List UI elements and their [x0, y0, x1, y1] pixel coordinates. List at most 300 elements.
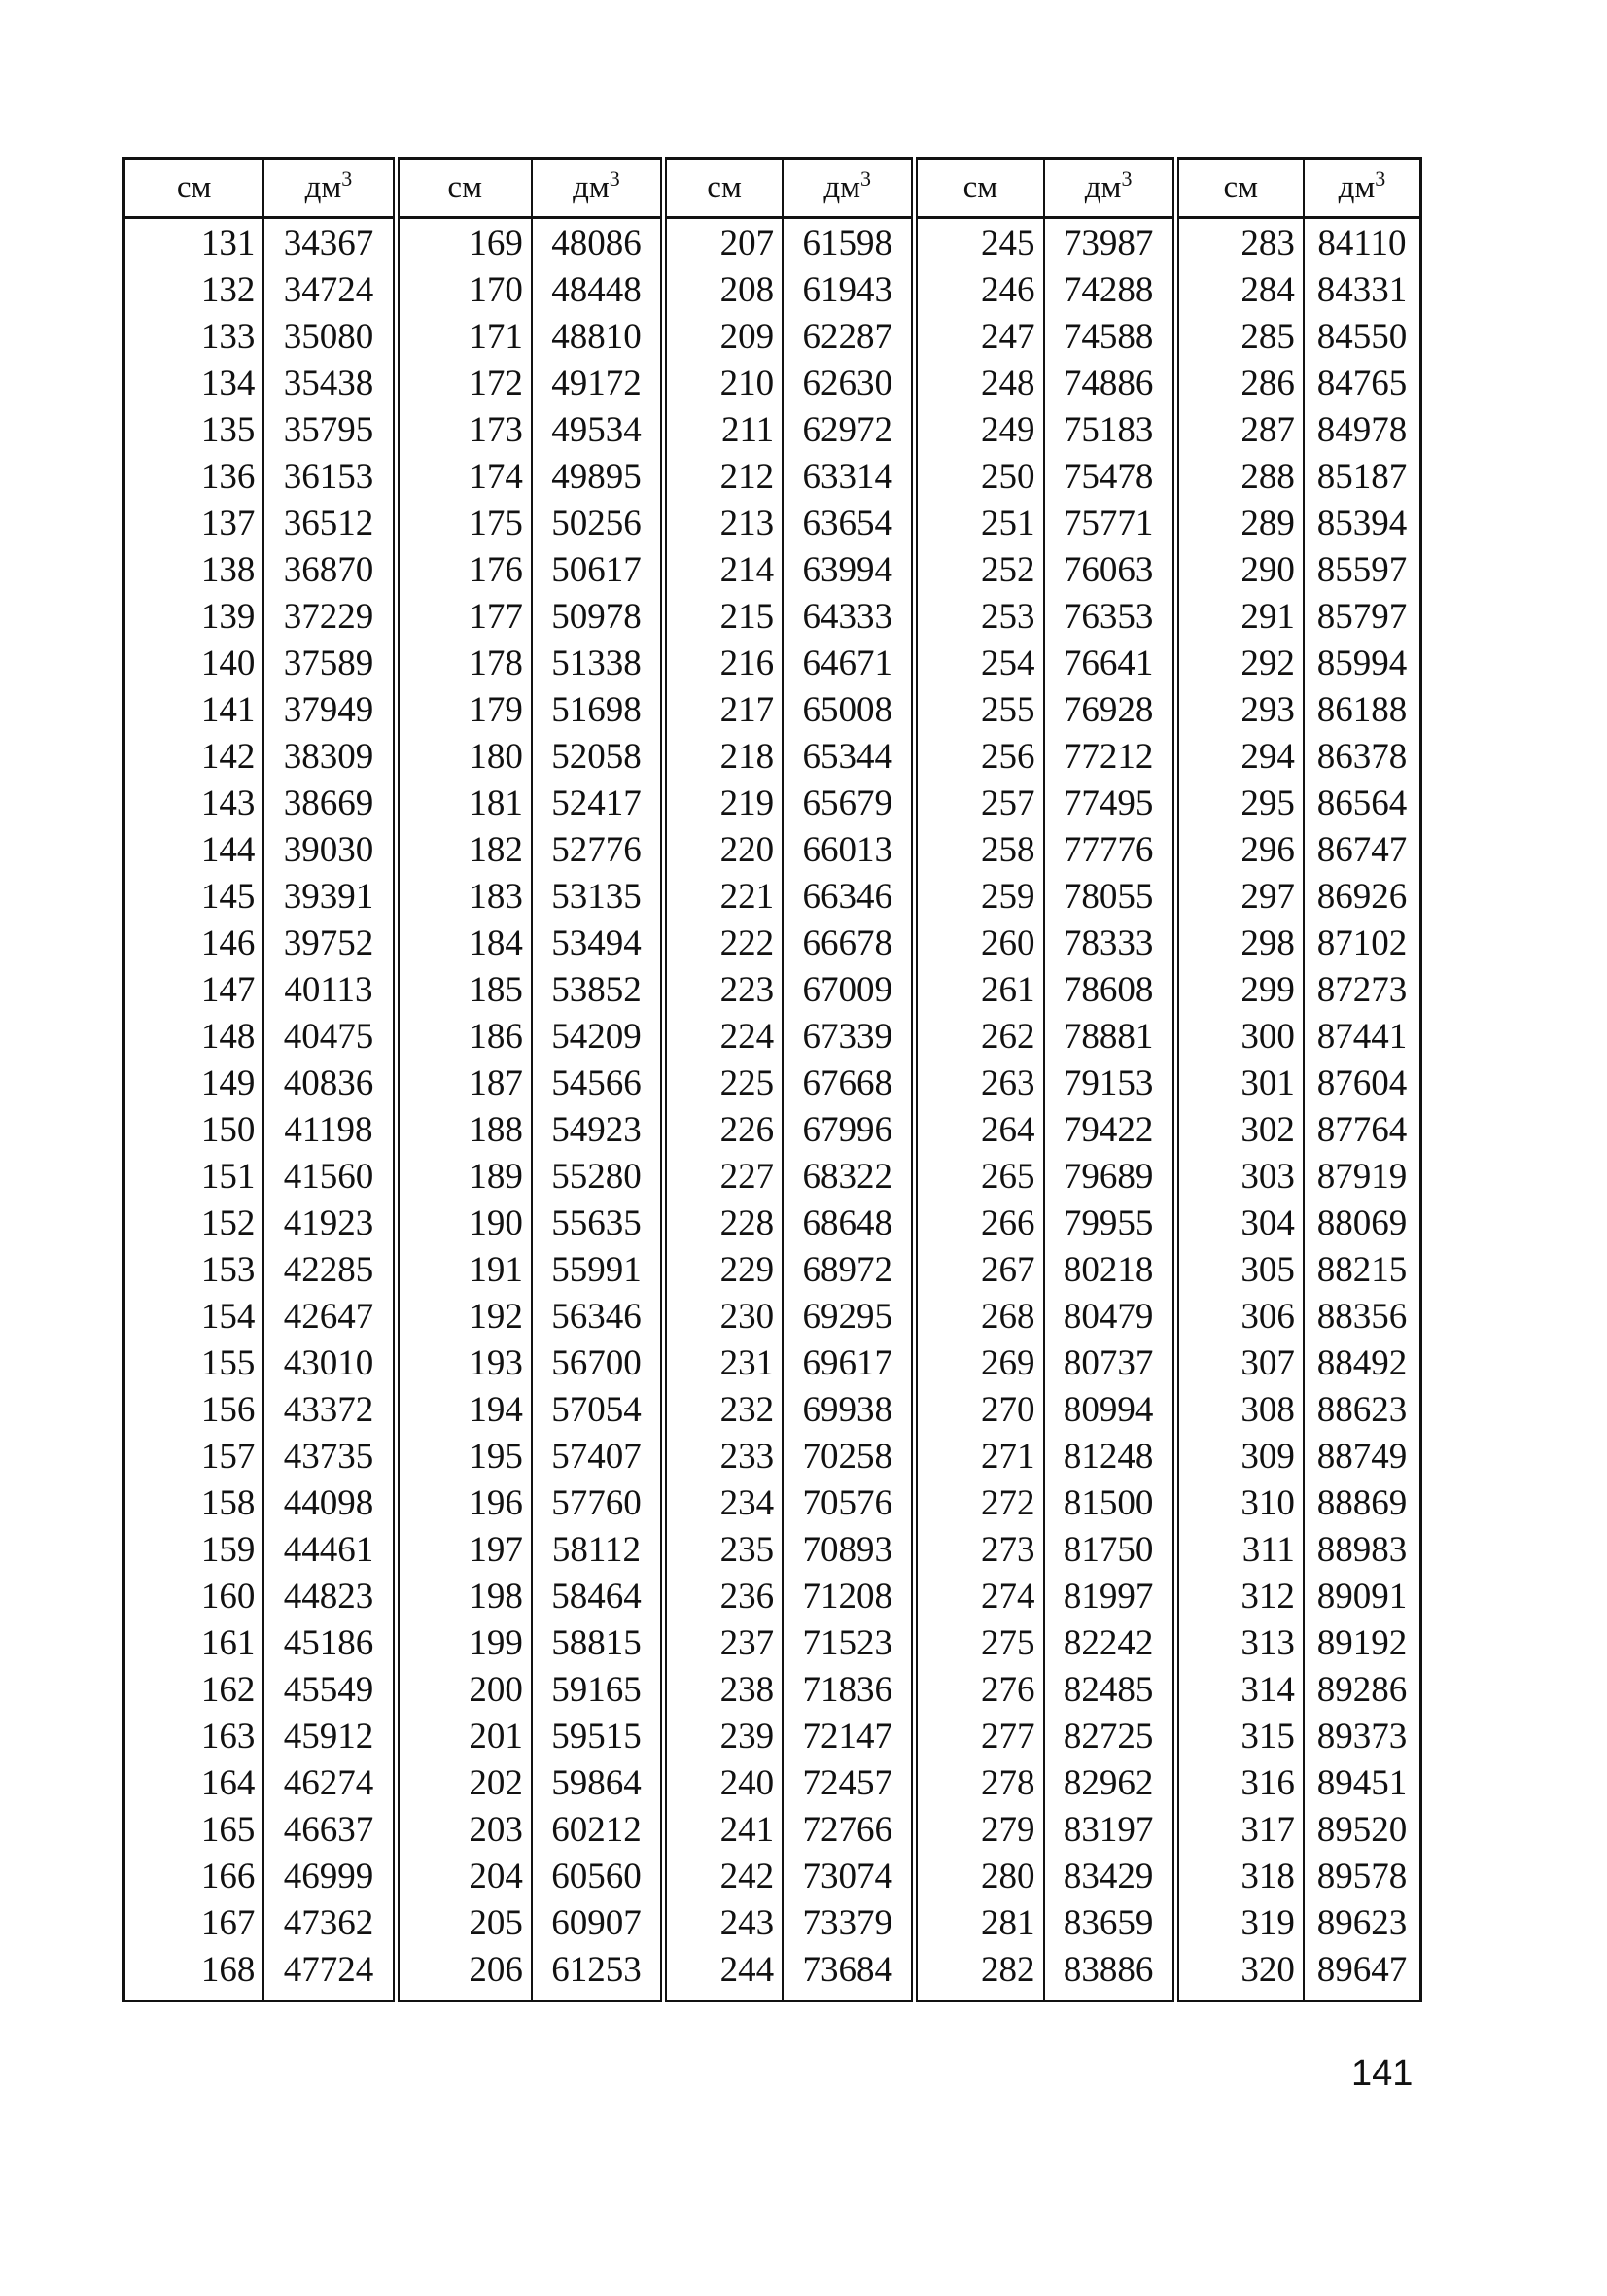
cell-dm3: 73379: [783, 1900, 915, 1947]
cell-dm3: 77776: [1044, 827, 1176, 874]
cell-cm: 219: [664, 781, 784, 827]
cell-cm: 304: [1175, 1200, 1304, 1247]
cell-cm: 244: [664, 1947, 784, 2001]
table-row: [124, 407, 1421, 454]
cell-dm3: 39752: [263, 921, 396, 967]
cell-cm: 189: [396, 1154, 532, 1200]
cell-cm: 154: [124, 1294, 264, 1340]
cell-dm3: 78608: [1044, 967, 1176, 1014]
cell-dm3: 76063: [1044, 547, 1176, 594]
table-row: [124, 267, 1421, 314]
cell-cm: 281: [915, 1900, 1044, 1947]
cell-dm3: 88215: [1316, 1250, 1408, 1290]
cell-cm: 204: [396, 1854, 532, 1900]
cell-dm3: 81997: [1044, 1574, 1176, 1620]
cell-dm3: 66346: [783, 874, 915, 921]
table-row: [124, 734, 1421, 781]
cell-cm: 297: [1175, 874, 1304, 921]
header-dm-superscript: 3: [1375, 166, 1386, 191]
header-dm-text: дм: [573, 170, 610, 205]
cell-dm3: 62972: [783, 407, 915, 454]
cell-dm3: 70258: [783, 1434, 915, 1480]
cell-dm3: 49172: [532, 361, 664, 407]
cell-cm: 293: [1175, 687, 1304, 734]
cell-cm: 235: [664, 1527, 784, 1574]
cell-dm3: 89373: [1316, 1717, 1408, 1757]
cell-dm3: 53852: [532, 967, 664, 1014]
cell-dm3: 82242: [1044, 1620, 1176, 1667]
cell-dm3: 74588: [1044, 314, 1176, 361]
cell-dm3: 83197: [1044, 1807, 1176, 1854]
cell-cm: 309: [1175, 1434, 1304, 1480]
cell-dm3: 84331: [1316, 270, 1408, 310]
cell-dm3: 36153: [263, 454, 396, 501]
cell-cm: 137: [124, 501, 264, 547]
cell-dm3: 88623: [1316, 1390, 1408, 1430]
cell-cm: 273: [915, 1527, 1044, 1574]
cell-dm3: 68322: [783, 1154, 915, 1200]
cell-dm3: 72766: [783, 1807, 915, 1854]
cell-cm: 285: [1175, 314, 1304, 361]
cell-dm3: 46274: [263, 1760, 396, 1807]
header-dm-superscript: 3: [1121, 166, 1133, 191]
table-row: [124, 967, 1421, 1014]
cell-cm: 250: [915, 454, 1044, 501]
cell-cm: 170: [396, 267, 532, 314]
cell-dm3: 46637: [263, 1807, 396, 1854]
cell-cm: 156: [124, 1387, 264, 1434]
cell-dm3: 87764: [1316, 1110, 1408, 1150]
cell-dm3: 40475: [263, 1014, 396, 1061]
table-row: [124, 1527, 1421, 1574]
cell-cm: 236: [664, 1574, 784, 1620]
cell-cm: 166: [124, 1854, 264, 1900]
cell-dm3: 67009: [783, 967, 915, 1014]
cell-dm3: 85187: [1316, 457, 1408, 497]
cell-dm3: 63314: [783, 454, 915, 501]
cell-cm: 149: [124, 1061, 264, 1107]
cell-dm3: 82725: [1044, 1714, 1176, 1760]
cell-dm3: 37589: [263, 641, 396, 687]
cell-dm3: 37229: [263, 594, 396, 641]
cell-cm: 248: [915, 361, 1044, 407]
cell-cm: 211: [664, 407, 784, 454]
cell-dm3: 89451: [1316, 1763, 1408, 1803]
cell-cm: 228: [664, 1200, 784, 1247]
cell-dm3: 67339: [783, 1014, 915, 1061]
cell-cm: 222: [664, 921, 784, 967]
cell-dm3: 44098: [263, 1480, 396, 1527]
cell-cm: 202: [396, 1760, 532, 1807]
cell-cm: 132: [124, 267, 264, 314]
page-number: 141: [1351, 2053, 1414, 2094]
cell-cm: 251: [915, 501, 1044, 547]
cell-cm: 223: [664, 967, 784, 1014]
cell-cm: 242: [664, 1854, 784, 1900]
cell-cm: 221: [664, 874, 784, 921]
cell-cm: 282: [915, 1947, 1044, 2001]
cell-dm3: 62630: [783, 361, 915, 407]
cell-dm3: 44823: [263, 1574, 396, 1620]
cell-dm3: 85797: [1316, 597, 1408, 637]
cell-dm3: 51338: [532, 641, 664, 687]
cell-cm: 135: [124, 407, 264, 454]
cell-dm3: 45186: [263, 1620, 396, 1667]
cell-cm: 247: [915, 314, 1044, 361]
cell-cm: 303: [1175, 1154, 1304, 1200]
cell-cm: 153: [124, 1247, 264, 1294]
table-body: [124, 218, 1421, 2001]
cell-dm3: 67668: [783, 1061, 915, 1107]
cell-dm3: 89286: [1316, 1670, 1408, 1710]
cell-dm3: 71836: [783, 1667, 915, 1714]
cell-dm3: 89578: [1316, 1857, 1408, 1896]
cell-dm3: 52058: [532, 734, 664, 781]
cell-dm3: 82485: [1044, 1667, 1176, 1714]
table-row: [124, 1620, 1421, 1667]
cell-cm: 312: [1175, 1574, 1304, 1620]
cell-dm3: 34367: [263, 218, 396, 268]
table-row: [124, 781, 1421, 827]
table-row: [124, 1807, 1421, 1854]
cell-dm3: 41923: [263, 1200, 396, 1247]
cell-cm: 319: [1175, 1900, 1304, 1947]
cell-dm3: 71208: [783, 1574, 915, 1620]
cell-dm3: 60907: [532, 1900, 664, 1947]
cell-cm: 157: [124, 1434, 264, 1480]
table-row: [124, 827, 1421, 874]
cell-cm: 277: [915, 1714, 1044, 1760]
cell-cm: 231: [664, 1340, 784, 1387]
cell-dm3: 59165: [532, 1667, 664, 1714]
cell-dm3: 57760: [532, 1480, 664, 1527]
cell-dm3: 86747: [1316, 830, 1408, 870]
cell-dm3: 65344: [783, 734, 915, 781]
cell-dm3: 50256: [532, 501, 664, 547]
cell-dm3: 81248: [1044, 1434, 1176, 1480]
cell-dm3: 45912: [263, 1714, 396, 1760]
cell-cm: 224: [664, 1014, 784, 1061]
cell-dm3: 76641: [1044, 641, 1176, 687]
cell-dm3: 83429: [1044, 1854, 1176, 1900]
cell-dm3: 83886: [1044, 1947, 1176, 2001]
cell-dm3: 86188: [1316, 690, 1408, 730]
cell-cm: 239: [664, 1714, 784, 1760]
cell-dm3: 82962: [1044, 1760, 1176, 1807]
cell-cm: 146: [124, 921, 264, 967]
cell-cm: 311: [1175, 1527, 1304, 1574]
cell-dm3: 86564: [1316, 783, 1408, 823]
cell-cm: 306: [1175, 1294, 1304, 1340]
cell-dm3: 69938: [783, 1387, 915, 1434]
cell-dm3: 79689: [1044, 1154, 1176, 1200]
cell-cm: 316: [1175, 1760, 1304, 1807]
cell-cm: 240: [664, 1760, 784, 1807]
cell-dm3: 63654: [783, 501, 915, 547]
cell-dm3: 58112: [532, 1527, 664, 1574]
cell-dm3: 85597: [1316, 550, 1408, 590]
table-row: [124, 1014, 1421, 1061]
cell-dm3: 60560: [532, 1854, 664, 1900]
cell-cm: 314: [1175, 1667, 1304, 1714]
cell-dm3: 79955: [1044, 1200, 1176, 1247]
cell-cm: 269: [915, 1340, 1044, 1387]
cell-dm3: 69617: [783, 1340, 915, 1387]
cell-cm: 134: [124, 361, 264, 407]
cell-cm: 276: [915, 1667, 1044, 1714]
cell-dm3: 47362: [263, 1900, 396, 1947]
cell-cm: 246: [915, 267, 1044, 314]
cell-cm: 275: [915, 1620, 1044, 1667]
cell-cm: 220: [664, 827, 784, 874]
cell-dm3: 81500: [1044, 1480, 1176, 1527]
table-row: [124, 1574, 1421, 1620]
cell-cm: 264: [915, 1107, 1044, 1154]
cell-dm3: 43372: [263, 1387, 396, 1434]
cell-dm3: 77495: [1044, 781, 1176, 827]
cell-dm3: 56700: [532, 1340, 664, 1387]
cell-cm: 191: [396, 1247, 532, 1294]
table-row: [124, 874, 1421, 921]
cell-cm: 258: [915, 827, 1044, 874]
cell-dm3: 38669: [263, 781, 396, 827]
cell-cm: 182: [396, 827, 532, 874]
cell-dm3: 39391: [263, 874, 396, 921]
cell-dm3: 85394: [1316, 504, 1408, 543]
cell-dm3: 41198: [263, 1107, 396, 1154]
cell-dm3: 36870: [263, 547, 396, 594]
cell-cm: 164: [124, 1760, 264, 1807]
cell-cm: 289: [1175, 501, 1304, 547]
cell-cm: 169: [396, 218, 532, 268]
cell-cm: 138: [124, 547, 264, 594]
cell-cm: 198: [396, 1574, 532, 1620]
cell-cm: 238: [664, 1667, 784, 1714]
cell-dm3: 39030: [263, 827, 396, 874]
cell-cm: 227: [664, 1154, 784, 1200]
cell-cm: 194: [396, 1387, 532, 1434]
cell-cm: 253: [915, 594, 1044, 641]
cell-dm3: 50978: [532, 594, 664, 641]
cell-cm: 305: [1175, 1247, 1304, 1294]
cell-dm3: 66013: [783, 827, 915, 874]
cell-dm3: 40836: [263, 1061, 396, 1107]
cell-cm: 265: [915, 1154, 1044, 1200]
cell-cm: 268: [915, 1294, 1044, 1340]
cell-cm: 225: [664, 1061, 784, 1107]
cell-cm: 280: [915, 1854, 1044, 1900]
cell-cm: 288: [1175, 454, 1304, 501]
cell-cm: 292: [1175, 641, 1304, 687]
header-dm3: [1304, 159, 1421, 218]
cell-cm: 286: [1175, 361, 1304, 407]
cell-cm: 263: [915, 1061, 1044, 1107]
cell-dm3: 65679: [783, 781, 915, 827]
cell-dm3: 43010: [263, 1340, 396, 1387]
cell-cm: 171: [396, 314, 532, 361]
table-row: [124, 1294, 1421, 1340]
cell-cm: 213: [664, 501, 784, 547]
cell-dm3: 84550: [1316, 317, 1408, 357]
cell-dm3: 36512: [263, 501, 396, 547]
table-row: [124, 1340, 1421, 1387]
header-dm-superscript: 3: [609, 166, 620, 191]
cell-dm3: 58815: [532, 1620, 664, 1667]
cell-dm3: 72457: [783, 1760, 915, 1807]
cell-dm3: 79422: [1044, 1107, 1176, 1154]
cell-dm3: 80218: [1044, 1247, 1176, 1294]
cell-dm3: 79153: [1044, 1061, 1176, 1107]
cell-cm: 274: [915, 1574, 1044, 1620]
cell-dm3: 54566: [532, 1061, 664, 1107]
cell-dm3: 62287: [783, 314, 915, 361]
cell-dm3: 51698: [532, 687, 664, 734]
cell-dm3: 74886: [1044, 361, 1176, 407]
cell-dm3: 74288: [1044, 267, 1176, 314]
cell-dm3: 75771: [1044, 501, 1176, 547]
cell-dm3: 87102: [1316, 923, 1408, 963]
cell-cm: 226: [664, 1107, 784, 1154]
cell-cm: 162: [124, 1667, 264, 1714]
cell-dm3: 87273: [1316, 970, 1408, 1010]
cell-dm3: 73987: [1044, 218, 1176, 268]
cell-cm: 262: [915, 1014, 1044, 1061]
cell-cm: 259: [915, 874, 1044, 921]
table-row: [124, 314, 1421, 361]
cell-dm3: 59515: [532, 1714, 664, 1760]
cell-dm3: 71523: [783, 1620, 915, 1667]
cell-dm3: 69295: [783, 1294, 915, 1340]
cell-dm3: 43735: [263, 1434, 396, 1480]
cell-cm: 203: [396, 1807, 532, 1854]
cell-cm: 178: [396, 641, 532, 687]
cell-cm: 208: [664, 267, 784, 314]
cell-dm3: 76928: [1044, 687, 1176, 734]
cell-cm: 291: [1175, 594, 1304, 641]
cell-dm3: 67996: [783, 1107, 915, 1154]
cell-dm3: 76353: [1044, 594, 1176, 641]
cell-cm: 195: [396, 1434, 532, 1480]
cell-cm: 133: [124, 314, 264, 361]
cell-cm: 193: [396, 1340, 532, 1387]
cell-dm3: 46999: [263, 1854, 396, 1900]
cell-cm: 206: [396, 1947, 532, 2001]
cell-dm3: 34724: [263, 267, 396, 314]
header-dm-text: дм: [1338, 170, 1376, 205]
cell-dm3: 58464: [532, 1574, 664, 1620]
cell-cm: 185: [396, 967, 532, 1014]
cell-dm3: 89623: [1316, 1903, 1408, 1943]
cell-cm: 315: [1175, 1714, 1304, 1760]
cell-cm: 241: [664, 1807, 784, 1854]
cell-cm: 190: [396, 1200, 532, 1247]
table-row: [124, 454, 1421, 501]
cell-cm: 197: [396, 1527, 532, 1574]
table-row: [124, 1900, 1421, 1947]
cell-cm: 183: [396, 874, 532, 921]
cell-dm3: 80994: [1044, 1387, 1176, 1434]
cell-cm: 188: [396, 1107, 532, 1154]
cell-cm: 267: [915, 1247, 1044, 1294]
table-row: [124, 1714, 1421, 1760]
cell-cm: 192: [396, 1294, 532, 1340]
cell-cm: 287: [1175, 407, 1304, 454]
cell-dm3: 64671: [783, 641, 915, 687]
cell-dm3: 41560: [263, 1154, 396, 1200]
cell-dm3: 70576: [783, 1480, 915, 1527]
table-row: [124, 547, 1421, 594]
cell-dm3: 78333: [1044, 921, 1176, 967]
cell-dm3: 61253: [532, 1947, 664, 2001]
table-row: [124, 687, 1421, 734]
cell-dm3: 70893: [783, 1527, 915, 1574]
cell-dm3: 49895: [532, 454, 664, 501]
cell-dm3: 88983: [1316, 1530, 1408, 1570]
cell-dm3: 65008: [783, 687, 915, 734]
cell-dm3: 57407: [532, 1434, 664, 1480]
table-row: [124, 1947, 1421, 2001]
table-row: [124, 594, 1421, 641]
cell-dm3: 48448: [532, 267, 664, 314]
cell-dm3: 48810: [532, 314, 664, 361]
header-dm3: [532, 159, 664, 218]
cell-cm: 255: [915, 687, 1044, 734]
cell-dm3: 80479: [1044, 1294, 1176, 1340]
cell-cm: 256: [915, 734, 1044, 781]
header-cm: см: [1175, 159, 1304, 218]
table-row: [124, 361, 1421, 407]
cell-dm3: 88356: [1316, 1297, 1408, 1337]
header-cm: см: [396, 159, 532, 218]
cell-cm: 200: [396, 1667, 532, 1714]
cell-dm3: 42647: [263, 1294, 396, 1340]
cell-cm: 199: [396, 1620, 532, 1667]
cell-cm: 212: [664, 454, 784, 501]
header-dm3: [1044, 159, 1176, 218]
cell-cm: 161: [124, 1620, 264, 1667]
cell-cm: 245: [915, 218, 1044, 268]
cell-dm3: 52417: [532, 781, 664, 827]
cell-cm: 320: [1175, 1947, 1304, 2001]
cell-dm3: 55991: [532, 1247, 664, 1294]
cell-dm3: 78881: [1044, 1014, 1176, 1061]
cell-cm: 279: [915, 1807, 1044, 1854]
table-row: [124, 1154, 1421, 1200]
cell-dm3: 75478: [1044, 454, 1176, 501]
cell-cm: 165: [124, 1807, 264, 1854]
header-dm-superscript: 3: [341, 166, 353, 191]
table-row: [124, 641, 1421, 687]
cell-dm3: 55280: [532, 1154, 664, 1200]
table-row: [124, 1061, 1421, 1107]
cell-cm: 290: [1175, 547, 1304, 594]
cell-cm: 301: [1175, 1061, 1304, 1107]
header-dm3: [263, 159, 396, 218]
cell-cm: 261: [915, 967, 1044, 1014]
cell-dm3: 45549: [263, 1667, 396, 1714]
cell-dm3: 53135: [532, 874, 664, 921]
header-dm-superscript: 3: [860, 166, 872, 191]
cell-cm: 180: [396, 734, 532, 781]
cell-dm3: 87441: [1316, 1017, 1408, 1057]
table-row: [124, 921, 1421, 967]
cell-cm: 229: [664, 1247, 784, 1294]
cell-dm3: 72147: [783, 1714, 915, 1760]
cell-cm: 167: [124, 1900, 264, 1947]
cell-cm: 176: [396, 547, 532, 594]
cell-cm: 168: [124, 1947, 264, 2001]
cell-dm3: 80737: [1044, 1340, 1176, 1387]
